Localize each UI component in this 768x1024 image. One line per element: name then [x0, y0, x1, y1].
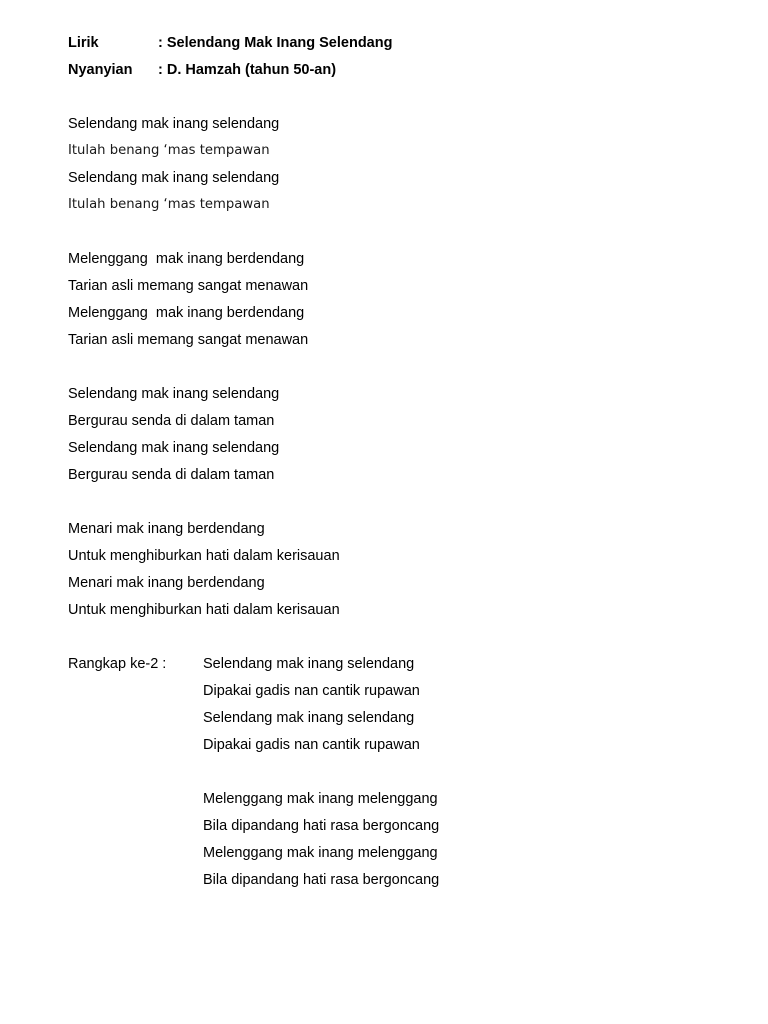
lyric-line: Selendang mak inang selendang	[68, 116, 280, 132]
verse-4	[68, 519, 728, 627]
lyric-line: Untuk menghiburkan hati dalam kerisauan	[68, 548, 340, 564]
lyric-line: Tarian asli memang sangat menawan	[68, 278, 309, 294]
verse-1	[68, 114, 728, 222]
lyric-line: Bila dipandang hati rasa bergoncang	[203, 818, 440, 834]
lyric-line: Selendang mak inang selendang	[203, 710, 415, 726]
lyric-line: Selendang mak inang selendang	[68, 386, 280, 402]
lyric-line: Melenggang mak inang berdendang	[68, 251, 305, 267]
lyrics-document	[68, 33, 728, 897]
spacer	[68, 357, 728, 384]
rangkap-verse-2	[203, 789, 728, 897]
song-title: : Selendang Mak Inang Selendang	[158, 35, 393, 51]
lyric-line: Melenggang mak inang berdendang	[68, 305, 305, 321]
verse-3	[68, 384, 728, 492]
lyric-line: Tarian asli memang sangat menawan	[68, 332, 309, 348]
spacer	[68, 627, 728, 654]
lyric-line: Selendang mak inang selendang	[68, 440, 280, 456]
lyric-line: Bergurau senda di dalam taman	[68, 413, 275, 429]
nyanyian-row	[68, 60, 728, 87]
lyric-line: Menari mak inang berdendang	[68, 521, 265, 537]
song-meta	[68, 33, 728, 87]
nyanyian-label: Nyanyian	[68, 62, 133, 78]
lyric-line: Bergurau senda di dalam taman	[68, 467, 275, 483]
spacer	[68, 87, 728, 114]
rangkap-body	[203, 654, 728, 897]
singer-name: : D. Hamzah (tahun 50-an)	[158, 62, 337, 78]
lyric-line: Untuk menghiburkan hati dalam kerisauan	[68, 602, 340, 618]
spacer	[68, 222, 728, 249]
spacer	[68, 492, 728, 519]
verse-2	[68, 249, 728, 357]
lyric-line: Melenggang mak inang melenggang	[203, 791, 438, 807]
lyric-line: Itulah benang ‘mas tempawan	[68, 143, 270, 158]
rangkap-section	[68, 654, 728, 897]
rangkap-verse-1	[203, 654, 728, 762]
lyric-line: Itulah benang ‘mas tempawan	[68, 197, 270, 212]
rangkap-label: Rangkap ke-2 :	[68, 656, 167, 672]
lyric-line: Dipakai gadis nan cantik rupawan	[203, 737, 420, 753]
lyric-line: Selendang mak inang selendang	[68, 170, 280, 186]
lirik-row	[68, 33, 728, 60]
lyric-line: Melenggang mak inang melenggang	[203, 845, 438, 861]
lyric-line: Dipakai gadis nan cantik rupawan	[203, 683, 420, 699]
lirik-label: Lirik	[68, 35, 99, 51]
spacer	[203, 762, 728, 789]
lyric-line: Bila dipandang hati rasa bergoncang	[203, 872, 440, 888]
lyric-line: Menari mak inang berdendang	[68, 575, 265, 591]
lyric-line: Selendang mak inang selendang	[203, 656, 415, 672]
